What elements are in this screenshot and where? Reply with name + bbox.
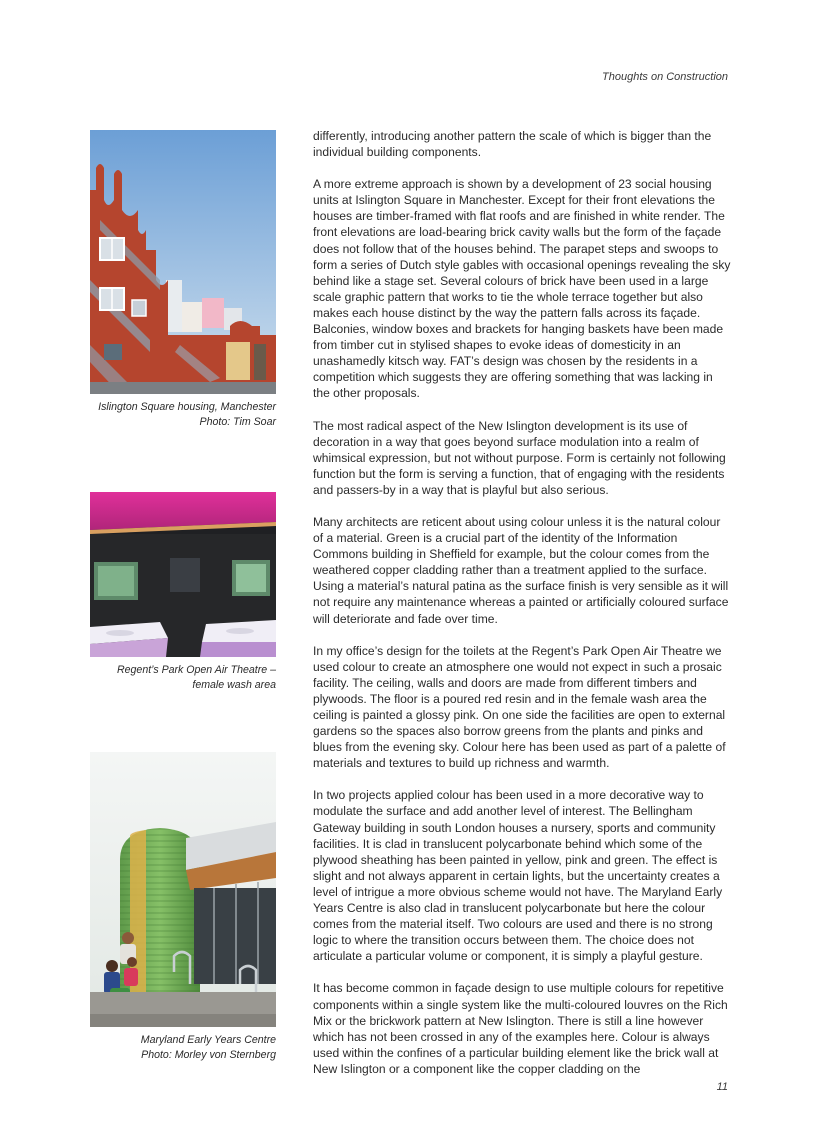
caption-line: female wash area xyxy=(192,679,276,691)
maryland-image xyxy=(90,752,276,1027)
caption-line: Regent’s Park Open Air Theatre – xyxy=(117,664,276,676)
regents-park-image xyxy=(90,492,276,657)
figure-maryland xyxy=(90,752,276,1063)
paragraph: A more extreme approach is shown by a development of 23 social housing units at Islington Square in Manchester. Except for their front elevations the houses are timber-framed with flat roofs and are finished in white render. The front elevations are load-bearing brick cavity walls but the form of the façade does not follow that of the houses behind. The parapet steps and swoops to form a series of Dutch style gables with occasional openings revealing the sky behind like a stage set. Several colours of brick have been used in a large scale graphic pattern that works to tie the whole terrace together but also makes each house distinct by the way the pattern falls across its façade. Balconies, window boxes and brackets for hanging baskets have been made from timber cut in stylised shapes to evoke ideas of domesticity in an unashamedly kitsch way. FAT’s design was chosen by the residents in a competition which suggests they are offering something that was lacking in the other proposals. xyxy=(313,177,731,401)
islington-square-image xyxy=(90,130,276,394)
figure-islington-square xyxy=(90,130,276,430)
caption-line: Maryland Early Years Centre xyxy=(140,1034,276,1046)
body-text xyxy=(313,128,731,1093)
paragraph: Many architects are reticent about using colour unless it is the natural colour of a material. Green is a crucial part of the identity of the Information Commons building in Sheffield for example, but the colour comes from the weathered copper cladding rather than a treatment applied to the surface. Using a material’s natural patina as the surface finish is very sensible as it will not require any maintenance whereas a painted or artificially coloured surface will deteriorate and fade over time. xyxy=(313,514,729,626)
figure-caption xyxy=(90,1033,276,1063)
running-header: Thoughts on Construction xyxy=(602,71,728,83)
caption-line: Photo: Morley von Sternberg xyxy=(141,1049,276,1061)
photo-maryland-early-years-centre xyxy=(90,752,276,1027)
page-number: 11 xyxy=(716,1081,728,1093)
figure-caption xyxy=(90,663,276,693)
photo-regents-park-wash-area xyxy=(90,492,276,657)
paragraph: differently, introducing another pattern the scale of which is bigger than the individual building components. xyxy=(313,129,712,160)
paragraph: It has become common in façade design to use multiple colours for repetitive components within a single system like the multi-coloured louvres on the Rich Mix or the brickwork pattern at New Islington. There is still a line however which has not been crossed in any of the examples here. Colour is always used within the confines of a particular building element like the brick wall at New Islington or a component like the copper cladding on the xyxy=(313,981,728,1076)
caption-line: Islington Square housing, Manchester xyxy=(98,401,276,413)
paragraph: The most radical aspect of the New Islington development is its use of decoration in a way that goes beyond surface modulation into a realm of whimsical expression, but not without purpose. Form is certainly not following function but the form is serving a function, that of engaging with the residents and passers-by in a way that is playful but also serious. xyxy=(313,418,726,497)
caption-line: Photo: Tim Soar xyxy=(199,416,276,428)
paragraph: In two projects applied colour has been used in a more decorative way to modulate the surface and add another level of interest. The Bellingham Gateway building in south London houses a nursery, sports and community facilities. It is clad in translucent polycarbonate behind which some of the plywood sheathing has been painted in yellow, pink and green. The effect is slight and not always apparent in certain lights, but the uncertainty creates a level of intrigue a more obvious scheme would not have. The Maryland Early Years Centre is also clad in translucent polycarbonate but here the colour comes from the material itself. Two colours are used and there is no strong logic to where the transition occurs between them. The choice does not articulate a particular volume or component, it is simply a playful gesture. xyxy=(313,788,723,964)
photo-islington-square-housing xyxy=(90,130,276,394)
figure-caption xyxy=(90,400,276,430)
figure-regents-park xyxy=(90,492,276,693)
paragraph: In my office’s design for the toilets at the Regent’s Park Open Air Theatre we used colour to create an atmosphere one would not expect in such a prosaic facility. The ceiling, walls and doors are made from different timbers and plywoods. The floor is a poured red resin and in the female wash area the ceiling is painted a glossy pink. On one side the facilities are open to external gardens so the spaces also borrow greens from the plants and pinks and blues from the evening sky. Colour here has been used as part of a palette of materials and textures to build up richness and warmth. xyxy=(313,643,726,771)
